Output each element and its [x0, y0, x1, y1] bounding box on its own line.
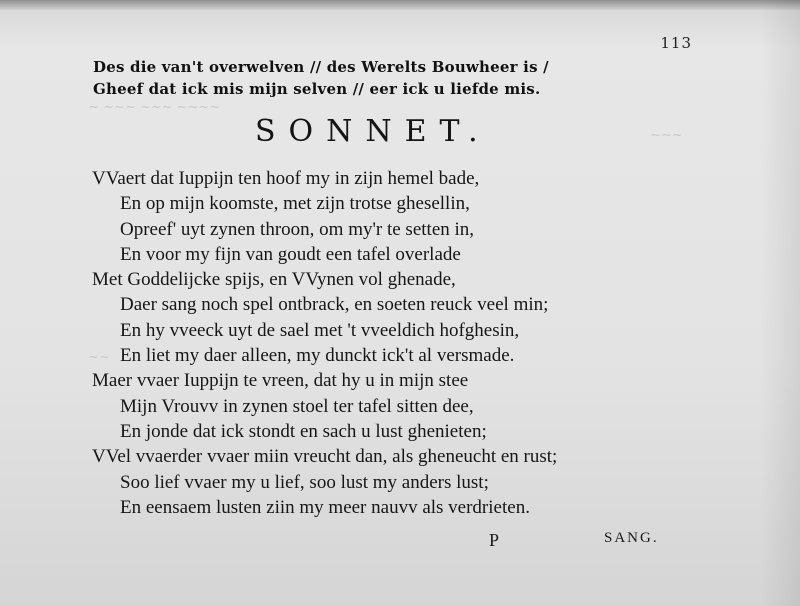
page-top-edge: [0, 0, 800, 10]
motto-line-2: Gheef dat ick mis mijn selven // eer ick u liefde mis.: [93, 80, 541, 98]
sonnet-verse: [0, 166, 800, 520]
sonnet-line: VVel vvaerder vvaer miin vreucht dan, als gheneucht en rust;: [92, 446, 558, 468]
show-through-text: ~ ~~~ ~~~ ~~~~: [88, 100, 221, 115]
sonnet-line: En eensaem lusten ziin my meer nauvv als verdrieten.: [120, 496, 530, 518]
sonnet-line: VVaert dat Iuppijn ten hoof my in zijn hemel bade,: [92, 168, 480, 189]
sonnet-line: En hy vveeck uyt de sael met 't vveeldich hofghesin,: [120, 319, 520, 341]
sonnet-line: En op mijn koomste, met zijn trotse ghesellin,: [120, 193, 470, 215]
show-through-text: ~~~: [650, 128, 683, 143]
sonnet-line: Daer sang noch spel ontbrack, en soeten reuck veel min;: [120, 294, 549, 316]
sonnet-line: Met Goddelijcke spijs, en VVynen vol ghenade,: [92, 269, 456, 291]
page-shadow: [760, 0, 800, 606]
sonnet-title: SONNET.: [255, 114, 491, 149]
sonnet-line: En liet my daer alleen, my dunckt ick't al versmade.: [120, 345, 515, 367]
signature-mark: P: [489, 530, 500, 550]
sonnet-line: Soo lief vvaer my u lief, soo lust my anders lust;: [120, 471, 489, 493]
sonnet-line: En voor my fijn van goudt een tafel overlade: [120, 243, 461, 265]
page-number: 113: [660, 34, 692, 52]
motto-line-1: Des die van't overwelven // des Werelts Bouwheer is /: [93, 58, 549, 76]
sonnet-line: En jonde dat ick stondt en sach u lust ghenieten;: [120, 420, 487, 442]
sonnet-line: Mijn Vrouvv in zynen stoel ter tafel sitten dee,: [120, 395, 474, 417]
catchword: SANG.: [604, 530, 659, 546]
show-through-text: ~~: [88, 350, 110, 365]
sonnet-line: Maer vvaer Iuppijn te vreen, dat hy u in mijn stee: [92, 370, 469, 392]
sonnet-line: Opreef' uyt zynen throon, om my'r te setten in,: [120, 218, 475, 240]
